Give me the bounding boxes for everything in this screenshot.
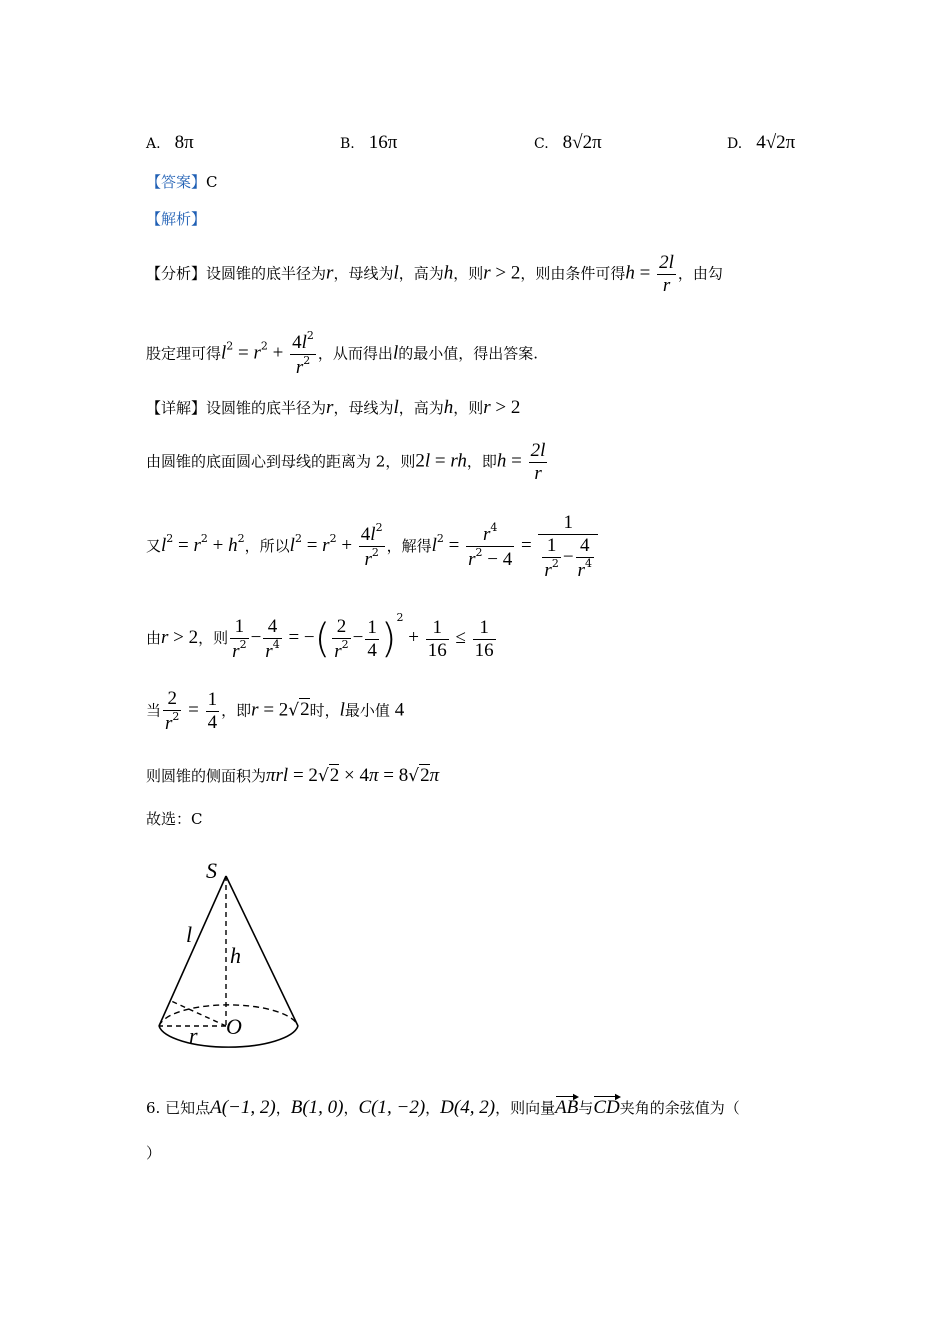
step-2: 又$l^2 = r^2 + h^2$，所以$l^2 = r^2$ + $\frac{4l^2}{r^2}$ ，解得$l^2$ = $\frac{r^4}{r^2 - 4}$ = 1 $\frac{1}{r^2}$ − $\frac{4}{r^4}$	[146, 512, 600, 582]
step-3: 由r > 2，则 $\frac{1}{r^2}$ − $\frac{4}{r^4}$ = −( $\frac{2}{r^2}$ − $\frac{1}{4}$ )$^2$ + $\frac{1}{16}$ ≤ $\frac{1}{16}$	[146, 611, 494, 662]
point-b: B(1, 0)	[290, 1097, 344, 1118]
conclusion: 故选：C	[146, 810, 203, 828]
step-1: 由圆锥的底面圆心到母线的距离为 2，则2l = rh，即h = $\frac{2l}{r}$	[146, 440, 546, 484]
option-d-value: 4√2π	[756, 132, 796, 153]
analysis-tag: 【解析】	[146, 210, 207, 228]
vector-cd: CD	[593, 1097, 620, 1118]
question-6: 6. 已知点A(−1, 2)，B(1, 0)，C(1, −2)，D(4, 2)，则向量AB与CD夹角的余弦值为（	[146, 1097, 740, 1118]
step-4: 当 $\frac{2}{r^2}$ = $\frac{1}{4}$ ，即r = 2√2时，l最小值 4	[146, 688, 405, 734]
label-l: l	[186, 922, 193, 947]
fenxi-line-2: 股定理可得$l^2 = r^2$ + $\frac{4l^2}{r^2}$ ，从而得出l的最小值，得出答案.	[146, 329, 538, 378]
step-5: 则圆锥的侧面积为πrl = 2√2 × 4π = 8√2π	[146, 765, 440, 786]
vector-ab: AB	[555, 1097, 579, 1118]
cone-left-slant	[159, 876, 226, 1026]
option-d: D. 4√2π	[727, 132, 796, 153]
xiangjie-line: 【详解】设圆锥的底半径为r，母线为l，高为h，则r > 2	[146, 397, 521, 418]
option-b: B. 16π	[340, 132, 398, 153]
q6-number: 6.	[146, 1099, 161, 1117]
label-s: S	[206, 858, 217, 883]
cone-figure	[140, 850, 320, 1070]
point-c: C(1, −2)	[358, 1097, 426, 1118]
option-a-value: 8π	[174, 132, 194, 153]
label-o: O	[226, 1014, 242, 1039]
point-d: D(4, 2)	[440, 1097, 496, 1118]
option-b-value: 16π	[368, 132, 398, 153]
answer-tag: 【答案】	[146, 173, 207, 191]
label-h: h	[230, 943, 241, 968]
question-6-close: ）	[146, 1144, 162, 1162]
label-r: r	[189, 1023, 198, 1048]
answer-value: C	[206, 173, 218, 191]
option-c-value: 8√2π	[562, 132, 602, 153]
point-a: A(−1, 2)	[210, 1097, 276, 1118]
option-a: A. 8π	[146, 132, 194, 153]
option-c: C. 8√2π	[534, 132, 602, 153]
fenxi-line-1: 【分析】设圆锥的底半径为r，母线为l，高为h，则r > 2，则由条件可得h = $\frac{2l}{r}$ ，由勾	[146, 252, 723, 296]
answer-line	[146, 175, 218, 190]
